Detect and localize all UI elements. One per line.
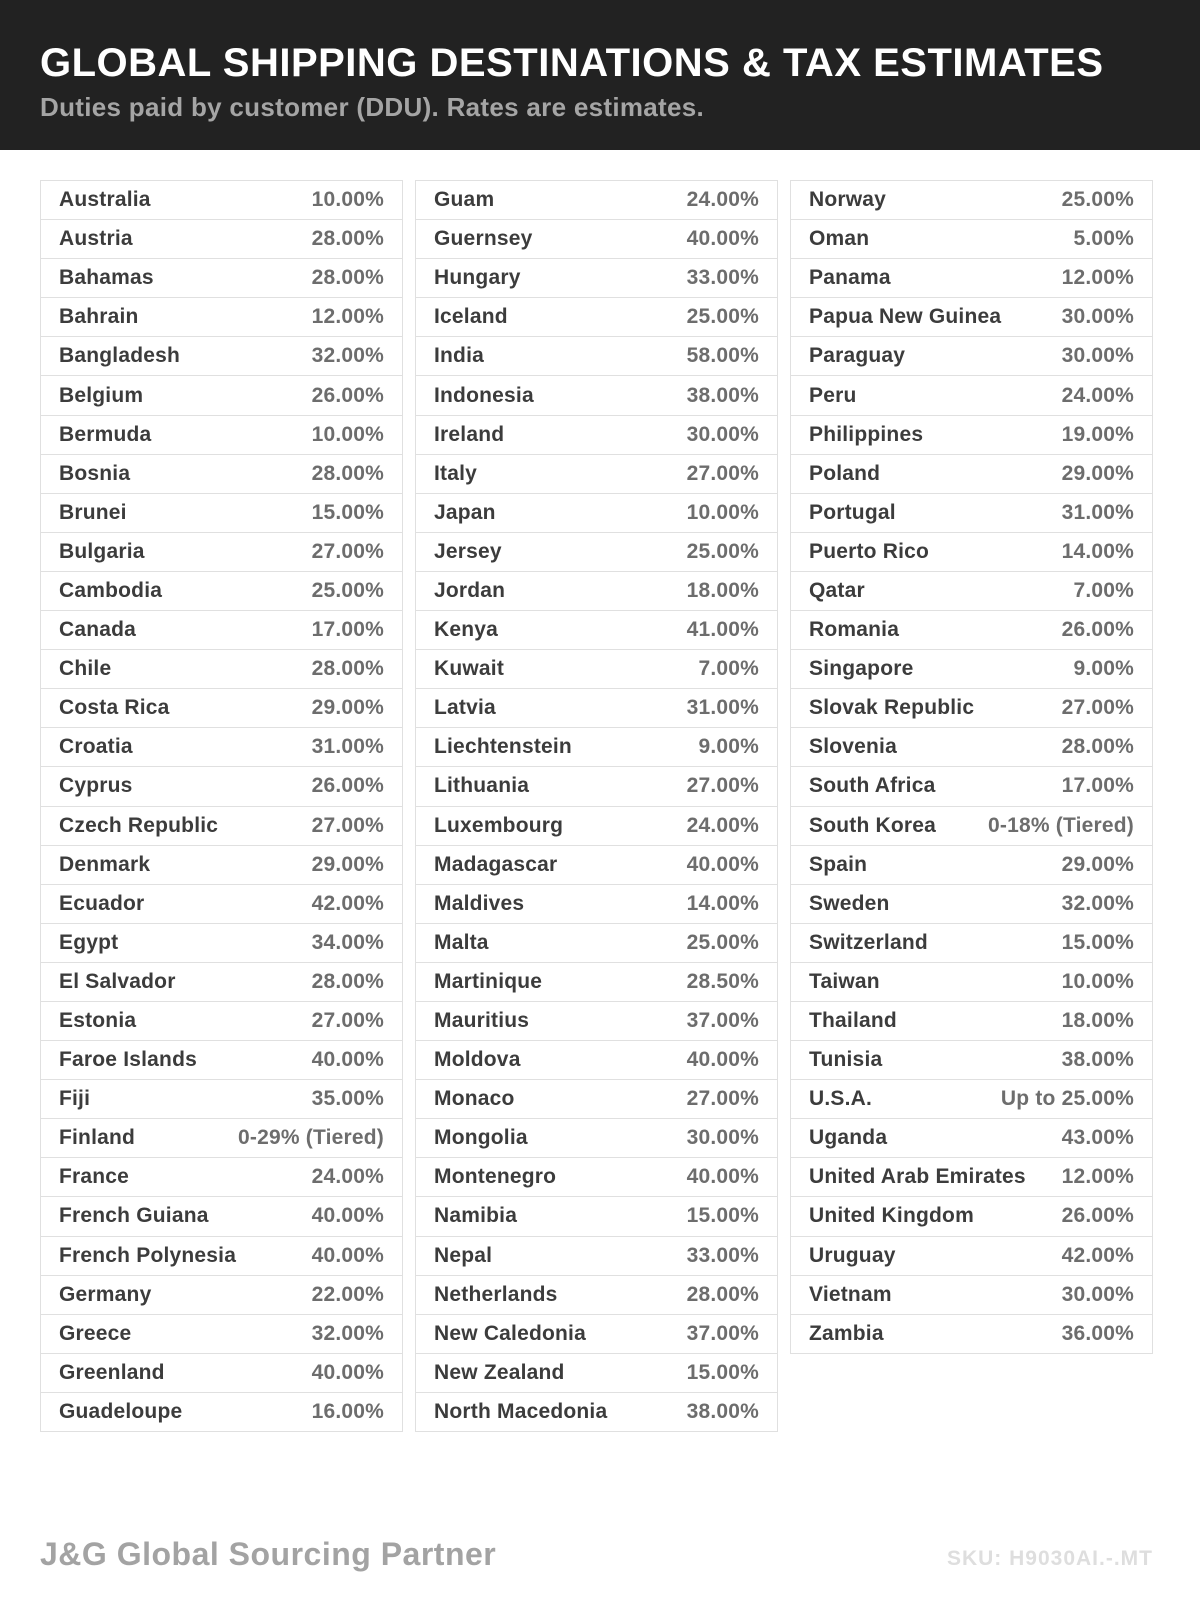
tax-rate: 34.00% [311,930,384,954]
table-row [41,1002,402,1041]
tax-rate: 40.00% [686,227,759,251]
country-name: United Arab Emirates [809,1165,1026,1189]
country-name: Belgium [59,383,144,407]
country-name: Czech Republic [59,813,219,837]
tax-rate: 26.00% [311,383,384,407]
tax-rate: 7.00% [698,657,759,681]
table-row [416,1119,777,1158]
country-name: Ecuador [59,891,145,915]
table-row [416,728,777,767]
table-row [416,846,777,885]
country-name: Sweden [809,891,890,915]
table-row [41,1393,402,1432]
tax-rate: 10.00% [1061,969,1134,993]
tax-rate: 27.00% [686,774,759,798]
table-row [41,1041,402,1080]
table-row [416,259,777,298]
tax-rate: 26.00% [1061,618,1134,642]
table-row [416,533,777,572]
tax-rate: 24.00% [1061,383,1134,407]
table-row [41,181,402,220]
table-row [416,455,777,494]
sku-label: SKU: H9030AI.-.MT [946,1547,1153,1570]
table-row [41,455,402,494]
country-name: Egypt [59,930,119,954]
table-row [416,220,777,259]
country-name: French Polynesia [59,1243,237,1267]
table-row [41,376,402,415]
country-name: Malta [434,930,489,954]
tax-rate: 12.00% [1061,266,1134,290]
table-row [41,846,402,885]
table-row [41,807,402,846]
table-row [416,689,777,728]
tax-rate: 32.00% [1061,891,1134,915]
country-name: Poland [809,461,881,485]
table-row [416,1276,777,1315]
table-row [416,767,777,806]
table-row [41,494,402,533]
tax-rate: 26.00% [311,774,384,798]
page-subtitle: Duties paid by customer (DDU). Rates are estimates. [40,92,705,122]
country-name: Oman [809,227,870,251]
country-name: Qatar [809,578,865,602]
tax-rate: 42.00% [1061,1243,1134,1267]
table-row [416,181,777,220]
tax-rate: 43.00% [1061,1126,1134,1150]
rates-column [790,180,1153,1354]
table-row [41,728,402,767]
table-row [416,885,777,924]
country-name: Kuwait [434,657,505,681]
country-name: French Guiana [59,1204,209,1228]
tax-rate: 29.00% [311,696,384,720]
country-name: Mongolia [434,1126,528,1150]
tax-rate: 41.00% [686,618,759,642]
table-row [41,650,402,689]
tax-rate: 31.00% [311,735,384,759]
tax-rate: 40.00% [686,852,759,876]
table-row [791,1315,1152,1354]
tax-rate: 31.00% [1061,500,1134,524]
table-row [791,807,1152,846]
country-name: Faroe Islands [59,1048,197,1072]
table-row [41,220,402,259]
table-row [41,533,402,572]
table-row [791,181,1152,220]
table-row [416,572,777,611]
country-name: Australia [59,188,151,212]
table-row [41,1197,402,1236]
country-name: Moldova [434,1048,521,1072]
table-row [791,611,1152,650]
table-row [791,963,1152,1002]
table-row [791,376,1152,415]
tax-rate: 40.00% [311,1048,384,1072]
table-row [41,259,402,298]
tax-rate: 31.00% [686,696,759,720]
tax-rate: 38.00% [686,1399,759,1423]
tax-rate: 9.00% [698,735,759,759]
tax-rate: 27.00% [1061,696,1134,720]
country-name: Guadeloupe [59,1399,183,1423]
table-row [416,1354,777,1393]
tax-rate: 42.00% [311,891,384,915]
table-row [416,1315,777,1354]
tax-rate: 30.00% [686,1126,759,1150]
tax-rate: 22.00% [311,1282,384,1306]
country-name: Guam [434,188,495,212]
tax-rate: 28.00% [1061,735,1134,759]
tax-rate: 5.00% [1073,227,1134,251]
country-name: Peru [809,383,857,407]
table-row [416,337,777,376]
tax-rate: 30.00% [1061,305,1134,329]
table-row [41,689,402,728]
header-banner [0,0,1200,150]
table-row [791,1158,1152,1197]
tax-rate: 26.00% [1061,1204,1134,1228]
tax-rate: 33.00% [686,266,759,290]
table-row [791,416,1152,455]
rates-table [40,180,1153,1432]
country-name: Lithuania [434,774,530,798]
table-row [416,1393,777,1432]
tax-rate: 32.00% [311,344,384,368]
tax-rate: 32.00% [311,1321,384,1345]
country-name: Bulgaria [59,539,145,563]
table-row [791,533,1152,572]
tax-rate: 29.00% [1061,461,1134,485]
table-row [416,416,777,455]
country-name: South Korea [809,813,937,837]
table-row [416,298,777,337]
table-row [416,807,777,846]
table-row [41,1315,402,1354]
tax-rate: 28.00% [686,1282,759,1306]
table-row [791,846,1152,885]
table-row [41,1080,402,1119]
table-row [41,1354,402,1393]
tax-rate: 30.00% [686,422,759,446]
tax-rate: 40.00% [686,1048,759,1072]
table-row [416,1041,777,1080]
country-name: Bosnia [59,461,131,485]
country-name: Monaco [434,1087,515,1111]
tax-rate: 14.00% [686,891,759,915]
country-name: Panama [809,266,891,290]
country-name: Guernsey [434,227,533,251]
tax-rate: 15.00% [686,1360,759,1384]
tax-rate: 18.00% [1061,1009,1134,1033]
table-row [791,1197,1152,1236]
tax-rate: 37.00% [686,1009,759,1033]
tax-rate: 40.00% [311,1243,384,1267]
country-name: Japan [434,500,496,524]
table-row [41,1237,402,1276]
page-title: GLOBAL SHIPPING DESTINATIONS & TAX ESTIMATES [40,41,1104,85]
tax-rate: 38.00% [686,383,759,407]
country-name: Brunei [59,500,127,524]
country-name: Philippines [809,422,924,446]
rates-column [415,180,778,1432]
country-name: Bahrain [59,305,139,329]
table-row [416,376,777,415]
tax-rate: 28.00% [311,657,384,681]
country-name: Costa Rica [59,696,170,720]
country-name: Norway [809,188,887,212]
country-name: Thailand [809,1009,897,1033]
tax-rate: 15.00% [686,1204,759,1228]
tax-rate: 25.00% [686,930,759,954]
tax-rate: 28.00% [311,266,384,290]
country-name: Austria [59,227,133,251]
tax-rate: 37.00% [686,1321,759,1345]
tax-rate: 30.00% [1061,1282,1134,1306]
country-name: Slovak Republic [809,696,975,720]
tax-rate: 40.00% [311,1204,384,1228]
table-row [791,924,1152,963]
table-row [41,572,402,611]
table-row [41,924,402,963]
tax-rate: 9.00% [1073,657,1134,681]
country-name: Canada [59,618,137,642]
tax-rate: 7.00% [1073,578,1134,602]
country-name: Singapore [809,657,914,681]
country-name: Ireland [434,422,505,446]
tax-rate: 15.00% [311,500,384,524]
table-row [791,298,1152,337]
tax-rate: 40.00% [311,1360,384,1384]
country-name: Bangladesh [59,344,181,368]
country-name: Tunisia [809,1048,883,1072]
tax-rate: 18.00% [686,578,759,602]
country-name: Puerto Rico [809,539,930,563]
country-name: Namibia [434,1204,518,1228]
country-name: Bermuda [59,422,152,446]
tax-rate: 27.00% [311,813,384,837]
tax-rate: 28.50% [686,969,759,993]
tax-rate: 0-18% (Tiered) [988,813,1134,837]
brand-name: J&G Global Sourcing Partner [40,1536,497,1572]
table-row [791,1041,1152,1080]
table-row [41,337,402,376]
tax-rate: 33.00% [686,1243,759,1267]
country-name: Finland [59,1126,136,1150]
tax-rate: 29.00% [1061,852,1134,876]
country-name: France [59,1165,130,1189]
country-name: Papua New Guinea [809,305,1002,329]
country-name: Chile [59,657,112,681]
table-row [416,650,777,689]
tax-rate: 24.00% [686,813,759,837]
country-name: Luxembourg [434,813,564,837]
country-name: Nepal [434,1243,493,1267]
country-name: Italy [434,461,478,485]
tax-rate: 16.00% [311,1399,384,1423]
country-name: Spain [809,852,868,876]
table-row [416,1237,777,1276]
tax-rate: 28.00% [311,227,384,251]
tax-rate: 29.00% [311,852,384,876]
country-name: Mauritius [434,1009,530,1033]
tax-rate: 25.00% [686,305,759,329]
table-row [41,963,402,1002]
tax-rate: 40.00% [686,1165,759,1189]
table-row [791,1080,1152,1119]
table-row [791,885,1152,924]
tax-rate: 17.00% [1061,774,1134,798]
tax-rate: Up to 25.00% [1000,1087,1134,1111]
country-name: Romania [809,618,900,642]
table-row [791,767,1152,806]
table-row [791,728,1152,767]
tax-rate: 36.00% [1061,1321,1134,1345]
country-name: Vietnam [809,1282,892,1306]
table-row [41,611,402,650]
table-row [416,611,777,650]
table-row [41,767,402,806]
tax-rate: 27.00% [686,1087,759,1111]
country-name: Madagascar [434,852,558,876]
tax-rate: 15.00% [1061,930,1134,954]
table-row [41,885,402,924]
tax-rate: 17.00% [311,618,384,642]
country-name: Maldives [434,891,525,915]
tax-rate: 10.00% [686,500,759,524]
tax-rate: 19.00% [1061,422,1134,446]
tax-rate: 10.00% [311,422,384,446]
country-name: El Salvador [59,969,176,993]
country-name: Switzerland [809,930,928,954]
country-name: Uruguay [809,1243,896,1267]
table-row [791,337,1152,376]
country-name: Liechtenstein [434,735,572,759]
country-name: Greece [59,1321,132,1345]
tax-rate: 58.00% [686,344,759,368]
footer [40,1536,1153,1573]
table-row [416,1002,777,1041]
tax-rate: 0-29% (Tiered) [238,1126,384,1150]
table-row [416,924,777,963]
table-row [416,1158,777,1197]
tax-rate: 25.00% [1061,188,1134,212]
country-name: Fiji [59,1087,91,1111]
tax-rate: 25.00% [686,539,759,563]
country-name: New Zealand [434,1360,565,1384]
country-name: Hungary [434,266,521,290]
table-row [41,298,402,337]
country-name: Indonesia [434,383,534,407]
country-name: Jersey [434,539,502,563]
tax-rate: 27.00% [686,461,759,485]
tax-rate: 24.00% [311,1165,384,1189]
table-row [791,1119,1152,1158]
country-name: Montenegro [434,1165,557,1189]
country-name: Kenya [434,618,499,642]
country-name: Slovenia [809,735,897,759]
table-row [791,494,1152,533]
country-name: Paraguay [809,344,906,368]
country-name: Jordan [434,578,506,602]
tax-rate: 28.00% [311,461,384,485]
country-name: Cambodia [59,578,163,602]
country-name: Portugal [809,500,896,524]
table-row [791,572,1152,611]
country-name: Martinique [434,969,543,993]
country-name: U.S.A. [809,1087,873,1111]
tax-rate: 12.00% [311,305,384,329]
table-row [41,1158,402,1197]
country-name: Cyprus [59,774,133,798]
country-name: Estonia [59,1009,137,1033]
country-name: United Kingdom [809,1204,974,1228]
table-row [791,455,1152,494]
country-name: India [434,344,485,368]
table-row [791,1237,1152,1276]
table-row [41,416,402,455]
table-row [416,494,777,533]
tax-rate: 27.00% [311,1009,384,1033]
tax-rate: 12.00% [1061,1165,1134,1189]
tax-rate: 38.00% [1061,1048,1134,1072]
country-name: Greenland [59,1360,165,1384]
country-name: North Macedonia [434,1399,608,1423]
table-row [791,259,1152,298]
country-name: Netherlands [434,1282,558,1306]
tax-rate: 14.00% [1061,539,1134,563]
tax-rate: 35.00% [311,1087,384,1111]
table-row [791,1276,1152,1315]
country-name: Uganda [809,1126,888,1150]
tax-rate: 30.00% [1061,344,1134,368]
table-row [791,220,1152,259]
country-name: Iceland [434,305,508,329]
country-name: Bahamas [59,266,154,290]
table-row [791,689,1152,728]
table-row [41,1276,402,1315]
tax-rate: 10.00% [311,188,384,212]
country-name: Germany [59,1282,152,1306]
country-name: Taiwan [809,969,880,993]
table-row [41,1119,402,1158]
table-row [416,963,777,1002]
rates-column [40,180,403,1432]
country-name: Latvia [434,696,496,720]
country-name: Zambia [809,1321,884,1345]
country-name: Croatia [59,735,133,759]
country-name: Denmark [59,852,151,876]
tax-rate: 28.00% [311,969,384,993]
tax-rate: 25.00% [311,578,384,602]
table-row [416,1080,777,1119]
country-name: South Africa [809,774,936,798]
table-row [791,1002,1152,1041]
tax-rate: 27.00% [311,539,384,563]
table-row [791,650,1152,689]
country-name: New Caledonia [434,1321,586,1345]
tax-rate: 24.00% [686,188,759,212]
table-row [416,1197,777,1236]
